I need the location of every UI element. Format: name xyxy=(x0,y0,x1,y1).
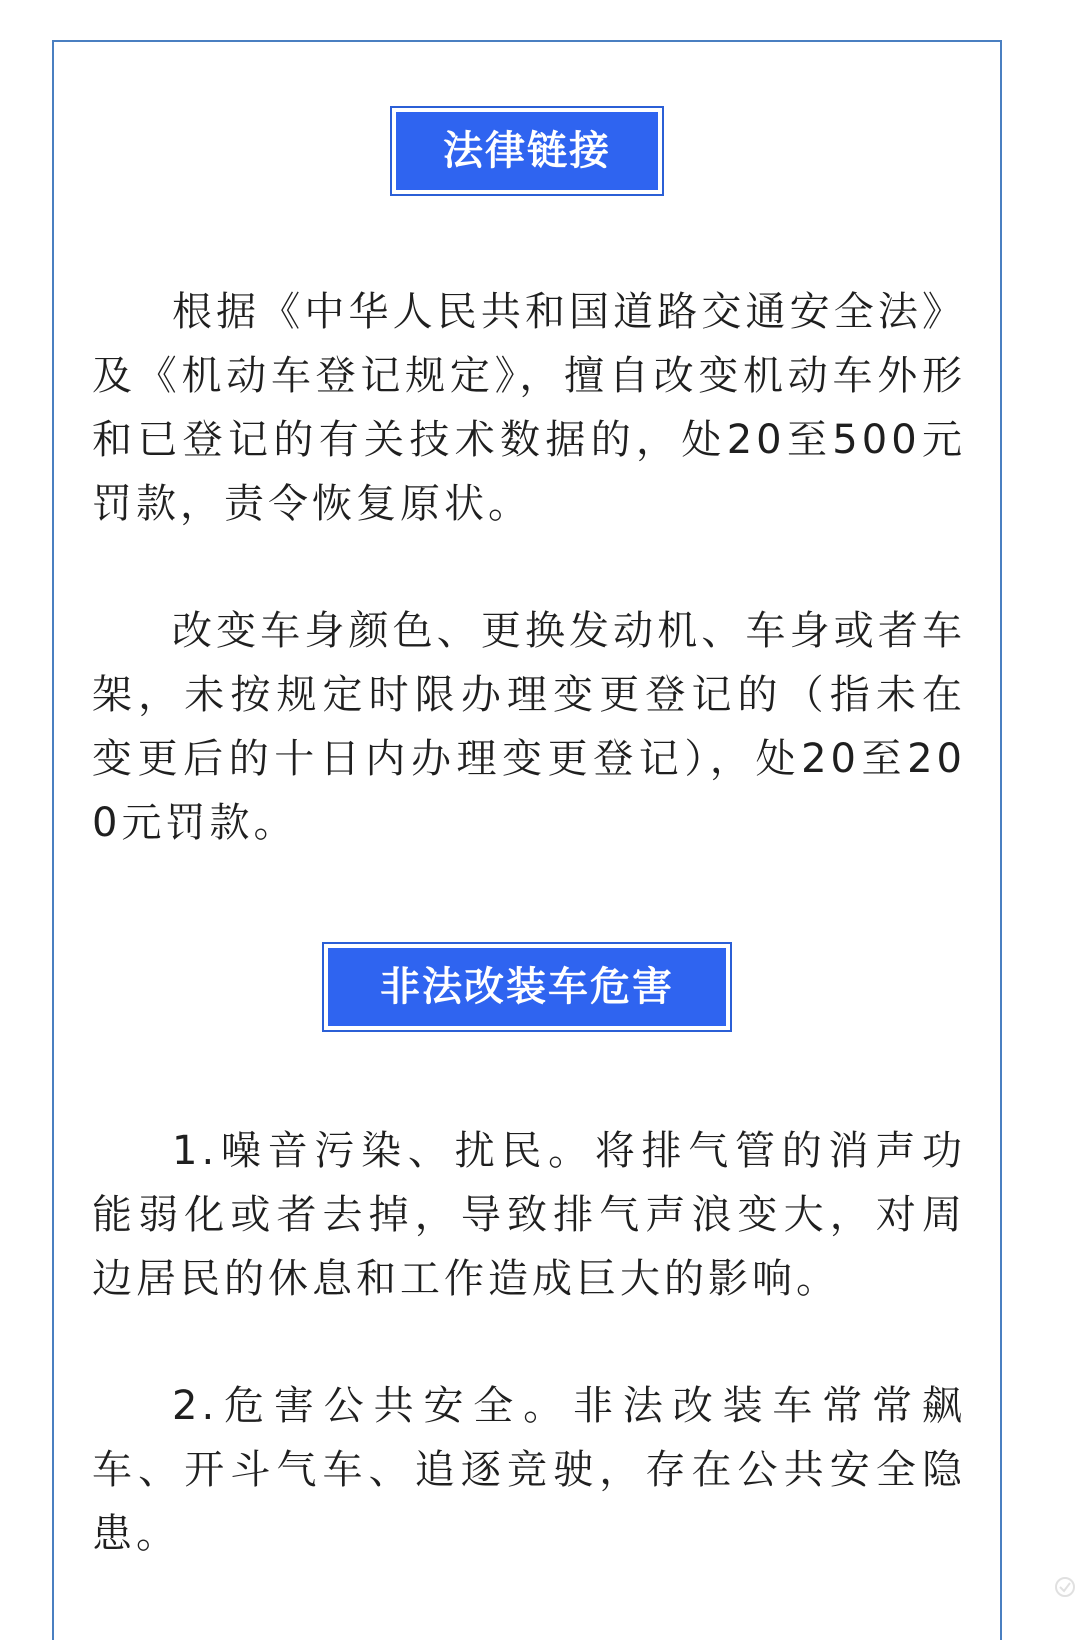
paragraph-registration-change: 改变车身颜色、更换发动机、车身或者车架，未按规定时限办理变更登记的（指未在变更后的十日内办理变更登记），处20至200元罚款。 xyxy=(92,608,966,846)
section-heading-illegal-modification-harm xyxy=(322,942,732,1032)
watermark-icon xyxy=(1054,1576,1076,1598)
paragraph-public-safety: 2.危害公共安全。非法改装车常常飙车、开斗气车、追逐竞驶，存在公共安全隐患。 xyxy=(92,1383,966,1557)
section-heading-legal-link xyxy=(390,106,664,196)
paragraph-law-basis: 根据《中华人民共和国道路交通安全法》及《机动车登记规定》，擅自改变机动车外形和已登记的有关技术数据的，处20至500元罚款，责令恢复原状。 xyxy=(92,289,966,527)
section-heading-label: 法律链接 xyxy=(396,112,658,190)
paragraph-noise-pollution: 1.噪音污染、扰民。将排气管的消声功能弱化或者去掉，导致排气声浪变大，对周边居民的休息和工作造成巨大的影响。 xyxy=(92,1128,966,1302)
section-heading-label: 非法改装车危害 xyxy=(328,948,726,1026)
article-frame xyxy=(52,40,1002,1640)
